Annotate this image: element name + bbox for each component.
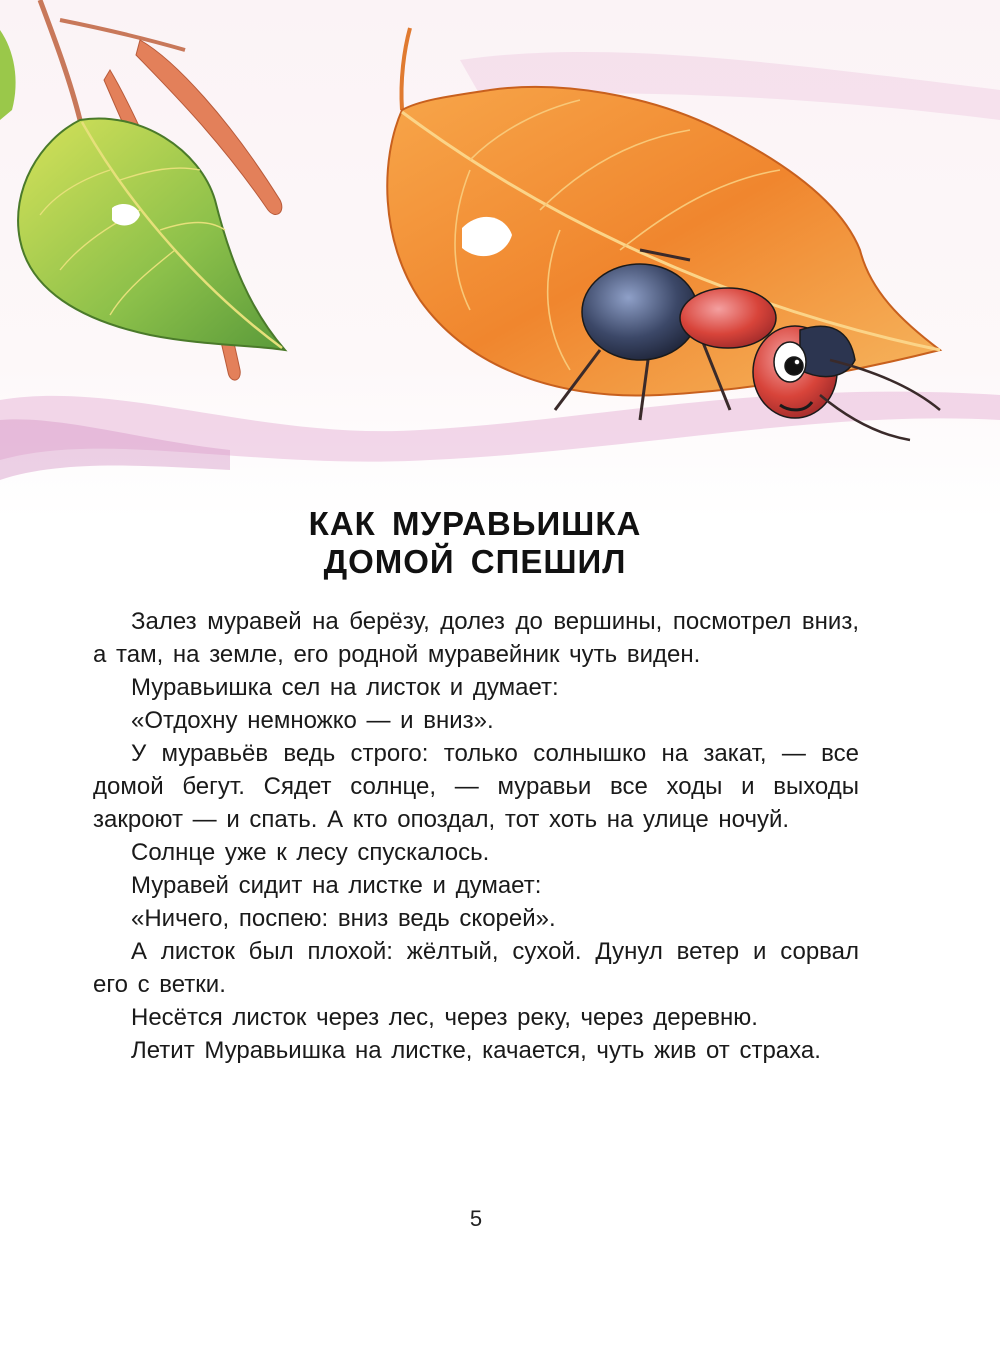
story-title <box>0 505 950 581</box>
paragraph: Солнце уже к лесу спускалось. <box>131 839 490 866</box>
paragraph: Залез муравей на берёзу, долез до вершины, посмотрел вниз, а там, на земле, его родной муравейник чуть виден. <box>93 608 859 668</box>
story-text <box>93 605 859 1067</box>
paragraph: А листок был плохой: жёлтый, сухой. Дунул ветер и сорвал его с ветки. <box>93 938 859 998</box>
paragraph: Летит Муравьишка на листке, качается, чуть жив от страха. <box>131 1037 821 1064</box>
paragraph: Муравей сидит на листке и думает: <box>131 872 542 899</box>
page-number: 5 <box>469 1206 483 1231</box>
paragraph: Муравьишка сел на листок и думает: <box>131 674 559 701</box>
paragraph: «Ничего, поспею: вниз ведь скорей». <box>131 905 556 932</box>
story-title-line-2: ДОМОЙ СПЕШИЛ <box>323 543 627 580</box>
paragraph: У муравьёв ведь строго: только солнышко на закат, — все домой бегут. Сядет солнце, — муравьи все ходы и выходы закроют — и спать. А кто опоздал, тот хоть на улице ночуй. <box>93 740 859 833</box>
paragraph: Несётся листок через лес, через реку, через деревню. <box>131 1004 758 1031</box>
story-title-line-1: КАК МУРАВЬИШКА <box>308 505 642 542</box>
paragraph: «Отдохну немножко — и вниз». <box>131 707 494 734</box>
illustration-ant-on-leaf <box>0 0 1000 520</box>
